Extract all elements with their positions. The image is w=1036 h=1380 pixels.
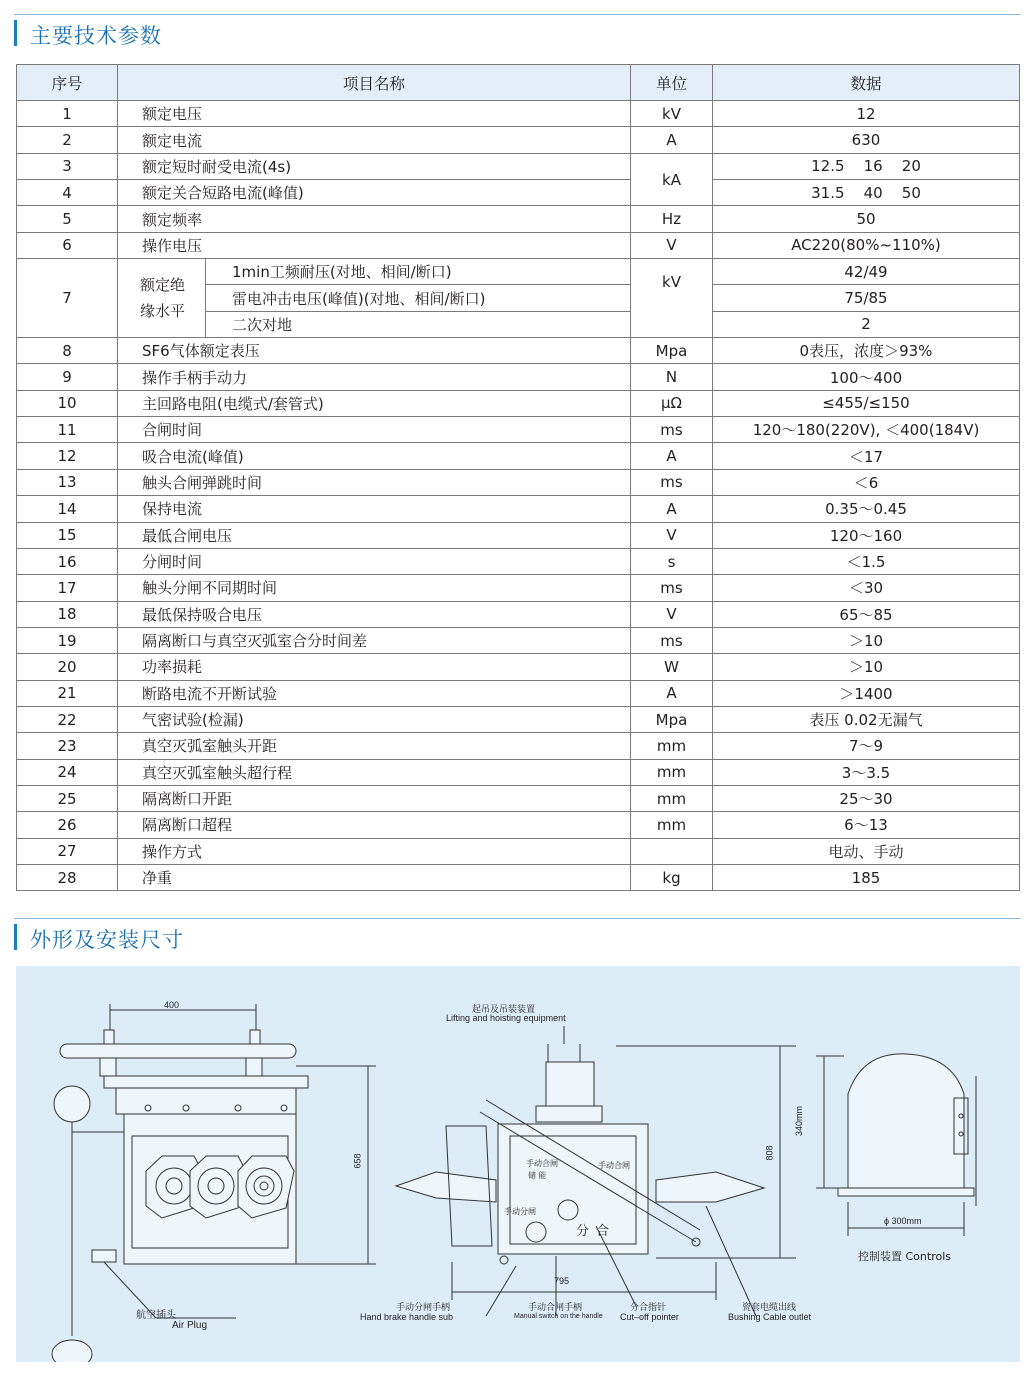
panel-manual-open-label: 手动分闸 xyxy=(504,1207,536,1216)
bushing-en-label: Bushing Cable outlet xyxy=(728,1312,812,1322)
front-view-drawing xyxy=(52,1004,376,1362)
row-data: 12.5 16 20 xyxy=(713,153,1020,179)
handbrake-en-label: Hand brake handle sub xyxy=(360,1312,454,1322)
section-header-parameters xyxy=(14,14,1020,50)
manualswitch-en-label: Manual switch on the handle xyxy=(514,1313,603,1320)
row-name: 触头分闸不同期时间 xyxy=(118,575,631,601)
row-data: 185 xyxy=(713,864,1020,890)
row-unit: mm xyxy=(631,785,713,811)
row-sub-name: 二次对地 xyxy=(206,311,631,337)
handbrake-cn-label: 手动分闸手柄 xyxy=(396,1302,451,1312)
cutoff-cn-label: 分合指针 xyxy=(630,1302,667,1312)
panel-manual-close-label: 手动合闸 xyxy=(526,1159,558,1168)
row-name: 净重 xyxy=(118,864,631,890)
dim-795-label: 795 xyxy=(554,1276,570,1286)
row-data: 3～3.5 xyxy=(713,759,1020,785)
row-unit: kV xyxy=(631,259,713,338)
dim-300-label: ϕ 300mm xyxy=(884,1216,922,1226)
row-name: 触头合闸弹跳时间 xyxy=(118,469,631,495)
section-header-dimensions xyxy=(14,918,1020,954)
row-data: ＞1400 xyxy=(713,680,1020,706)
table-row xyxy=(17,654,1020,680)
row-unit: kA xyxy=(631,153,713,206)
spec-table xyxy=(16,64,1020,891)
row-no: 21 xyxy=(17,680,118,706)
row-unit: A xyxy=(631,680,713,706)
technical-drawing-svg xyxy=(16,966,1020,1362)
row-no: 14 xyxy=(17,496,118,522)
row-no: 20 xyxy=(17,654,118,680)
dim-658-label: 658 xyxy=(352,1153,363,1169)
row-no: 3 xyxy=(17,153,118,179)
row-data: ＞10 xyxy=(713,654,1020,680)
row-data: 630 xyxy=(713,127,1020,153)
row-data: 65～85 xyxy=(713,601,1020,627)
panel-open-label: 分 xyxy=(576,1223,590,1238)
row-unit: A xyxy=(631,443,713,469)
row-unit: N xyxy=(631,364,713,390)
row-name: 额定关合短路电流(峰值) xyxy=(118,180,631,206)
row-no: 1 xyxy=(17,101,118,127)
bushing-cn-label: 瓷套电缆出线 xyxy=(742,1302,797,1312)
row-name: 额定短时耐受电流(4s) xyxy=(118,153,631,179)
table-row xyxy=(17,785,1020,811)
row-unit: mm xyxy=(631,759,713,785)
row-unit: V xyxy=(631,522,713,548)
header-name: 项目名称 xyxy=(118,65,631,101)
row-unit: ms xyxy=(631,417,713,443)
row-data: 表压 0.02无漏气 xyxy=(713,706,1020,732)
table-row xyxy=(17,443,1020,469)
panel-manual-close2-label: 手动合闸 xyxy=(598,1161,630,1170)
row-no: 6 xyxy=(17,232,118,258)
row-name: 最低保持吸合电压 xyxy=(118,601,631,627)
row-name: 操作手柄手动力 xyxy=(118,364,631,390)
table-row xyxy=(17,575,1020,601)
dimension-drawing xyxy=(16,966,1020,1362)
group-line: 额定绝 xyxy=(140,276,186,295)
side-view-drawing xyxy=(396,1026,796,1316)
row-name: SF6气体额定表压 xyxy=(118,338,631,364)
controls-drawing xyxy=(816,1054,976,1236)
row-unit: A xyxy=(631,127,713,153)
row-no: 17 xyxy=(17,575,118,601)
row-group-name xyxy=(118,259,206,338)
row-data: 120～160 xyxy=(713,522,1020,548)
header-data: 数据 xyxy=(713,65,1020,101)
row-name: 断路电流不开断试验 xyxy=(118,680,631,706)
row-unit: kg xyxy=(631,864,713,890)
row-unit: V xyxy=(631,601,713,627)
table-row xyxy=(17,548,1020,574)
row-no: 25 xyxy=(17,785,118,811)
row-unit: ms xyxy=(631,627,713,653)
panel-storage-label: 储 能 xyxy=(528,1171,547,1180)
row-name: 额定频率 xyxy=(118,206,631,232)
row-name: 真空灭弧室触头开距 xyxy=(118,733,631,759)
row-name: 额定电压 xyxy=(118,101,631,127)
row-data: 0表压，浓度＞93% xyxy=(713,338,1020,364)
row-data: 0.35～0.45 xyxy=(713,496,1020,522)
row-data: 电动、手动 xyxy=(713,838,1020,864)
controls-label: 控制装置 Controls xyxy=(858,1250,951,1263)
row-no: 13 xyxy=(17,469,118,495)
row-name: 主回路电阻(电缆式/套管式) xyxy=(118,390,631,416)
row-name: 操作方式 xyxy=(118,838,631,864)
row-no: 22 xyxy=(17,706,118,732)
row-unit: ms xyxy=(631,469,713,495)
header-accent-bar xyxy=(14,20,17,46)
table-row xyxy=(17,601,1020,627)
row-data: 25～30 xyxy=(713,785,1020,811)
row-unit: V xyxy=(631,232,713,258)
table-row xyxy=(17,864,1020,890)
row-unit: Hz xyxy=(631,206,713,232)
table-row xyxy=(17,180,1020,206)
table-row xyxy=(17,153,1020,179)
table-row xyxy=(17,101,1020,127)
table-row xyxy=(17,232,1020,258)
table-row xyxy=(17,390,1020,416)
row-unit: μΩ xyxy=(631,390,713,416)
row-unit: s xyxy=(631,548,713,574)
table-row xyxy=(17,469,1020,495)
row-no: 11 xyxy=(17,417,118,443)
table-row xyxy=(17,496,1020,522)
row-data: ＜1.5 xyxy=(713,548,1020,574)
row-data: 42/49 xyxy=(713,259,1020,285)
lifting-cn-label: 起吊及吊装装置 xyxy=(472,1004,536,1014)
table-row xyxy=(17,838,1020,864)
table-row xyxy=(17,259,1020,285)
header-rule xyxy=(14,918,1020,919)
row-no: 8 xyxy=(17,338,118,364)
row-unit: ms xyxy=(631,575,713,601)
row-unit: Mpa xyxy=(631,706,713,732)
row-name: 隔离断口超程 xyxy=(118,812,631,838)
row-name: 额定电流 xyxy=(118,127,631,153)
row-data: 75/85 xyxy=(713,285,1020,311)
row-data: AC220(80%~110%) xyxy=(713,232,1020,258)
row-name: 分闸时间 xyxy=(118,548,631,574)
row-data: 100～400 xyxy=(713,364,1020,390)
row-no: 2 xyxy=(17,127,118,153)
row-unit xyxy=(631,838,713,864)
table-row xyxy=(17,759,1020,785)
row-no: 27 xyxy=(17,838,118,864)
row-data: ＞10 xyxy=(713,627,1020,653)
row-data: ＜17 xyxy=(713,443,1020,469)
panel-close-label: 合 xyxy=(596,1223,610,1238)
row-no: 12 xyxy=(17,443,118,469)
row-data: 12 xyxy=(713,101,1020,127)
row-data: ＜30 xyxy=(713,575,1020,601)
row-name: 保持电流 xyxy=(118,496,631,522)
row-no: 15 xyxy=(17,522,118,548)
row-sub-name: 雷电冲击电压(峰值)(对地、相间/断口) xyxy=(206,285,631,311)
row-name: 吸合电流(峰值) xyxy=(118,443,631,469)
row-data: 120～180(220V), ＜400(184V) xyxy=(713,417,1020,443)
row-name: 隔离断口开距 xyxy=(118,785,631,811)
row-data: 6～13 xyxy=(713,812,1020,838)
header-unit: 单位 xyxy=(631,65,713,101)
table-row xyxy=(17,812,1020,838)
table-row xyxy=(17,206,1020,232)
row-no: 9 xyxy=(17,364,118,390)
row-name: 隔离断口与真空灭弧室合分时间差 xyxy=(118,627,631,653)
table-row xyxy=(17,417,1020,443)
row-no: 26 xyxy=(17,812,118,838)
airplug-en-label: Air Plug xyxy=(172,1320,208,1331)
row-name: 最低合闸电压 xyxy=(118,522,631,548)
row-unit: mm xyxy=(631,733,713,759)
table-row xyxy=(17,706,1020,732)
group-line: 缘水平 xyxy=(140,302,186,321)
row-no: 5 xyxy=(17,206,118,232)
table-row xyxy=(17,627,1020,653)
row-data: ≤455/≤150 xyxy=(713,390,1020,416)
row-data: 50 xyxy=(713,206,1020,232)
row-unit: Mpa xyxy=(631,338,713,364)
table-row xyxy=(17,733,1020,759)
dim-400-label: 400 xyxy=(164,1000,180,1010)
row-no: 23 xyxy=(17,733,118,759)
dim-340-label: 340mm xyxy=(794,1105,805,1137)
row-unit: mm xyxy=(631,812,713,838)
table-row xyxy=(17,364,1020,390)
row-name: 合闸时间 xyxy=(118,417,631,443)
row-no: 28 xyxy=(17,864,118,890)
row-name: 功率损耗 xyxy=(118,654,631,680)
row-sub-name: 1min工频耐压(对地、相间/断口) xyxy=(206,259,631,285)
row-unit: A xyxy=(631,496,713,522)
row-no: 7 xyxy=(17,259,118,338)
row-data: 31.5 40 50 xyxy=(713,180,1020,206)
row-no: 19 xyxy=(17,627,118,653)
row-no: 10 xyxy=(17,390,118,416)
cutoff-en-label: Cut–off pointer xyxy=(620,1312,679,1322)
table-row xyxy=(17,127,1020,153)
row-name: 操作电压 xyxy=(118,232,631,258)
table-row xyxy=(17,522,1020,548)
airplug-cn-label: 航空插头 xyxy=(136,1310,176,1321)
table-row xyxy=(17,680,1020,706)
row-name: 真空灭弧室触头超行程 xyxy=(118,759,631,785)
row-no: 16 xyxy=(17,548,118,574)
lifting-en-label: Lifting and hoisting equipment xyxy=(446,1013,566,1023)
section-title: 主要技术参数 xyxy=(30,24,162,48)
section-title: 外形及安装尺寸 xyxy=(30,928,184,952)
row-data: ＜6 xyxy=(713,469,1020,495)
row-no: 4 xyxy=(17,180,118,206)
header-accent-bar xyxy=(14,924,17,950)
row-unit: kV xyxy=(631,101,713,127)
manualswitch-cn-label: 手动合闸手柄 xyxy=(528,1302,583,1312)
table-row xyxy=(17,338,1020,364)
row-name: 气密试验(检漏) xyxy=(118,706,631,732)
table-header-row xyxy=(17,65,1020,101)
row-no: 24 xyxy=(17,759,118,785)
header-no: 序号 xyxy=(17,65,118,101)
row-data: 7～9 xyxy=(713,733,1020,759)
row-no: 18 xyxy=(17,601,118,627)
row-data: 2 xyxy=(713,311,1020,337)
dim-808-label: 808 xyxy=(764,1145,775,1161)
header-rule xyxy=(14,14,1020,15)
row-unit: W xyxy=(631,654,713,680)
